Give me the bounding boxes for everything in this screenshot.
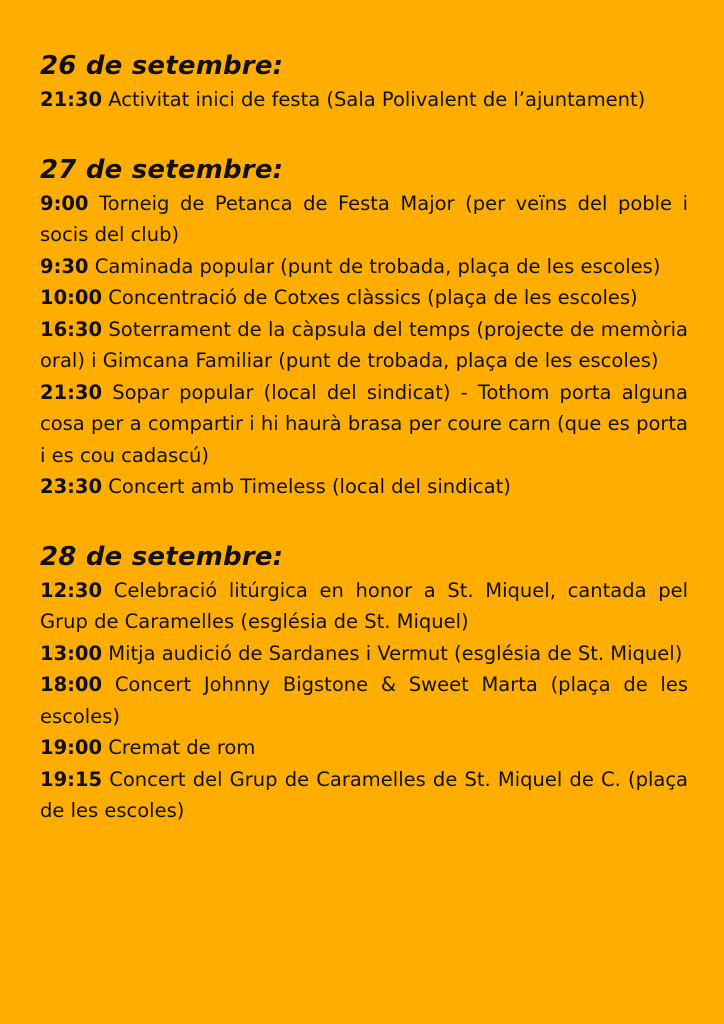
event-item [40, 638, 688, 670]
event-time: 19:15 [40, 767, 103, 791]
event-item [40, 314, 688, 377]
event-time: 16:30 [40, 317, 103, 341]
event-time: 21:30 [40, 380, 103, 404]
day-title: 26 de setembre: [40, 51, 284, 81]
event-item [40, 251, 688, 283]
event-time: 10:00 [40, 286, 103, 309]
event-text: Torneig de Petanca de Festa Major (per veïns del poble i socis del club) [40, 191, 689, 246]
event-text: Sopar popular (local del sindicat) - Tothom porta alguna cosa per a compartir i hi haurà brasa per coure carn (que es porta i es cou cadascú) [40, 380, 688, 467]
event-item [40, 471, 688, 503]
day-section-27 [40, 150, 688, 503]
event-text: Concert amb Timeless (local del sindicat) [108, 475, 511, 498]
event-time: 23:30 [40, 475, 103, 498]
event-text: Cremat de rom [108, 736, 256, 759]
event-item [40, 575, 688, 638]
event-time: 9:00 [40, 191, 89, 215]
day-title: 28 de setembre: [40, 541, 284, 572]
day-section-28 [40, 537, 688, 827]
event-text: Concentració de Cotxes clàssics (plaça de les escoles) [108, 286, 638, 309]
event-text: Concert del Grup de Caramelles de St. Miquel de C. (plaça de les escoles) [40, 767, 688, 822]
event-item [40, 282, 688, 314]
event-time: 21:30 [40, 88, 103, 111]
event-text: Celebració litúrgica en honor a St. Miquel, cantada pel Grup de Caramelles (església de St. Miquel) [40, 578, 688, 633]
event-text: Caminada popular (punt de trobada, plaça de les escoles) [94, 254, 661, 278]
event-item [40, 732, 688, 764]
event-time: 12:30 [40, 578, 103, 602]
event-text: Mitja audició de Sardanes i Vermut (església de St. Miquel) [108, 641, 683, 665]
day-section-26 [40, 46, 688, 116]
event-time: 9:30 [40, 254, 89, 278]
event-item [40, 84, 688, 116]
event-text: Activitat inici de festa (Sala Polivalent de l’ajuntament) [108, 88, 646, 111]
event-time: 19:00 [40, 736, 103, 759]
event-item [40, 669, 688, 732]
event-item [40, 764, 688, 827]
event-text: Soterrament de la càpsula del temps (projecte de memòria oral) i Gimcana Familiar (punt de trobada, plaça de les escoles) [40, 317, 688, 372]
event-text: Concert Johnny Bigstone & Sweet Marta (plaça de les escoles) [40, 673, 689, 728]
event-item [40, 377, 688, 472]
event-time: 13:00 [40, 641, 103, 665]
event-time: 18:00 [40, 673, 103, 696]
event-item [40, 188, 688, 251]
day-title: 27 de setembre: [40, 154, 284, 185]
